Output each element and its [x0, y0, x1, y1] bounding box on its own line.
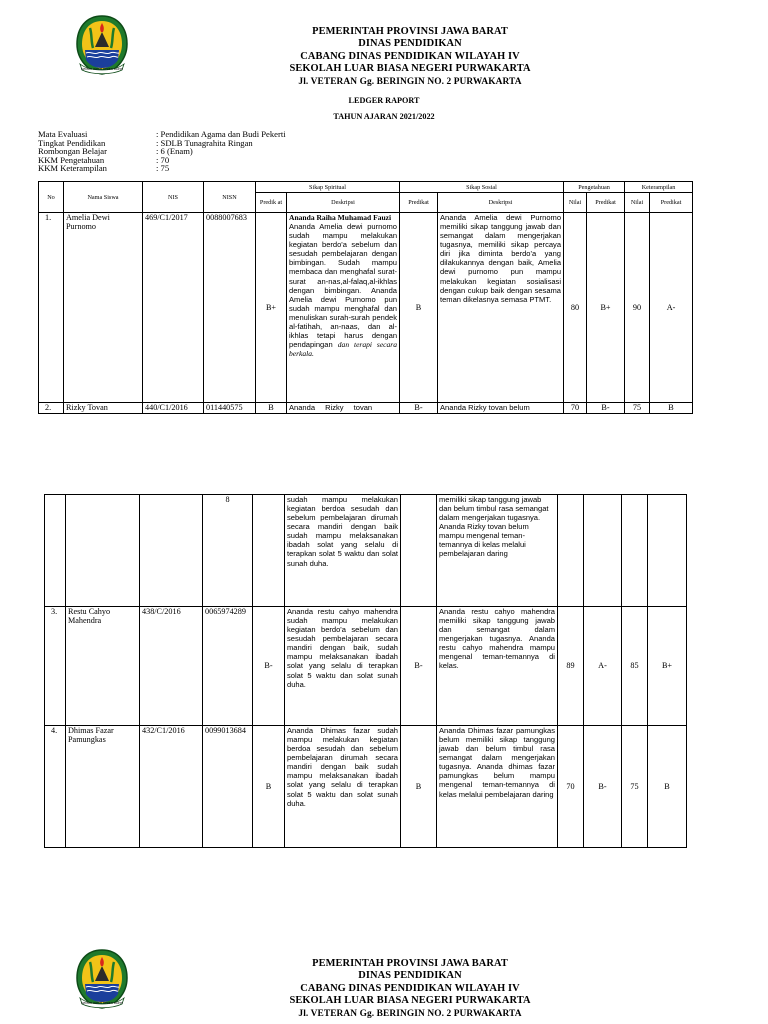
- letterhead-line-3: CABANG DINAS PENDIDIKAN WILAYAH IV: [300, 50, 520, 62]
- meta-value: : SDLB Tunagrahita Ringan: [156, 137, 253, 148]
- cell-k-nilai: 75: [625, 403, 650, 414]
- col-ss-deskripsi: Deskripsi: [438, 193, 564, 213]
- document-subtitle: TAHUN AJARAN 2021/2022: [333, 112, 435, 121]
- cell-nisn: 0065974289: [203, 607, 253, 726]
- letterhead-line-4: SEKOLAH LUAR BIASA NEGERI PURWAKARTA: [289, 63, 531, 75]
- letterhead-line-2: DINAS PENDIDIKAN: [358, 970, 462, 982]
- cell-nis: 469/C1/2017: [143, 213, 204, 403]
- cell-ss-predikat: B-: [400, 403, 438, 414]
- cell-sp-deskripsi: [287, 213, 400, 403]
- subject-meta: [38, 130, 286, 173]
- cell-p-nilai: 89: [558, 607, 584, 726]
- cell-ss-predikat: B-: [401, 607, 437, 726]
- cell-ss-deskripsi: Ananda Rizky tovan belum: [438, 403, 564, 414]
- col-nisn: NISN: [204, 182, 256, 213]
- table-row: [45, 726, 687, 848]
- letterhead-line-2: DINAS PENDIDIKAN: [358, 38, 462, 50]
- cell-nama: Dhimas Fazar Pamungkas: [66, 726, 140, 848]
- cell-k-nilai: 90: [625, 213, 650, 403]
- cell-sp-predikat: B+: [256, 213, 287, 403]
- cell-sp-predikat: B-: [253, 607, 285, 726]
- cell-sp-predikat: [253, 495, 285, 607]
- cell-nis: 432/C1/2016: [140, 726, 203, 848]
- cell-no: [45, 495, 66, 607]
- col-sp-predikat: Predik at: [256, 193, 287, 213]
- cell-p-predikat: B-: [587, 403, 625, 414]
- cell-nis: 440/C1/2016: [143, 403, 204, 414]
- table-row: [39, 403, 693, 414]
- col-nama-siswa: Nama Siswa: [64, 182, 143, 213]
- cell-ss-predikat: B: [400, 213, 438, 403]
- cell-nama: Rizky Tovan: [64, 403, 143, 414]
- cell-nis: [140, 495, 203, 607]
- cell-ss-deskripsi: Ananda Dhimas fazar pamungkas belum memiliki sikap tanggung jawab dan belum timbul rasa semangat dalam mengerjakan tugasnya. Ananda dhimas fazar pamungkas belum mampu mengenal teman-temannya di kelas melalui pembelajaran daring: [437, 726, 558, 848]
- meta-key: KKM Pengetahuan: [38, 154, 105, 165]
- sp-desc-body: Ananda Amelia dewi purnomo sudah mampu melakukan kegiatan berdo'a sebelum dan sesudah pembelajaran dengan bimbingan. Sudah mampu membaca dan menghafal surat-surat an-nas,al-falaq,al-ikhlas dengan bimbingan. Ananda Amelia dewi Purnomo pun sudah mampu menghafal dan menuliskan surah-surah pendek al-fatihah, an-naas, dan al-ikhlas tetapi harus dengan pendapingan: [289, 222, 398, 350]
- cell-p-nilai: 70: [564, 403, 587, 414]
- col-sikap-sosial: Sikap Sosial: [400, 182, 564, 193]
- cell-ss-predikat: [401, 495, 437, 607]
- ledger-table-page-1: [38, 181, 693, 414]
- table-row: [45, 495, 687, 607]
- meta-value: : 70: [156, 154, 170, 165]
- ledger-table-page-2: [44, 494, 687, 848]
- cell-no: 2.: [39, 403, 64, 414]
- cell-nisn: 011440575: [204, 403, 256, 414]
- cell-ss-predikat: B: [401, 726, 437, 848]
- cell-p-predikat: B+: [587, 213, 625, 403]
- col-sp-deskripsi: Deskripsi: [287, 193, 400, 213]
- meta-key: Tingkat Pendidikan: [38, 137, 106, 148]
- cell-nisn: 0099013684: [203, 726, 253, 848]
- letterhead-line-1: PEMERINTAH PROVINSI JAWA BARAT: [312, 26, 508, 37]
- cell-nama: Restu Cahyo Mahendra: [66, 607, 140, 726]
- letterhead-line-4: SEKOLAH LUAR BIASA NEGERI PURWAKARTA: [289, 995, 531, 1007]
- cell-no: 4.: [45, 726, 66, 848]
- letterhead-line-1: PEMERINTAH PROVINSI JAWA BARAT: [312, 958, 508, 969]
- cell-k-nilai: [622, 495, 648, 607]
- cell-sp-deskripsi: Ananda restu cahyo mahendra sudah mampu melakukan kegiatan berdo'a sebelum dan sesudah pembelajaran secara mandiri dengan baik, sudah mampu melaksanakan ibadah solat yang selalu di terapkan solat 5 waktu dan solat sunah duha.: [285, 607, 401, 726]
- table-row: [39, 213, 693, 403]
- logo-motto: GEMAH RIPAH REPEH RAPIH: [81, 67, 123, 72]
- cell-k-predikat: A-: [650, 213, 693, 403]
- cell-nis: 438/C/2016: [140, 607, 203, 726]
- cell-sp-deskripsi: Ananda Dhimas fazar sudah mampu melakukan kegiatan berdoa sesudah dan sebelum pembelajaran dirumah secara mandiri dengan baik sudah mampu melaksanakan ibadah solat yang selalu di terapkan solat 5 waktu dan solat sunah duha.: [285, 726, 401, 848]
- meta-value: : Pendidikan Agama dan Budi Pekerti: [156, 129, 286, 139]
- cell-sp-predikat: B: [253, 726, 285, 848]
- cell-p-predikat: B-: [584, 726, 622, 848]
- meta-key: KKM Keterampilan: [38, 163, 107, 174]
- west-java-emblem-logo: [74, 14, 130, 76]
- cell-nama: Amelia Dewi Purnomo: [64, 213, 143, 403]
- letterhead-line-3: CABANG DINAS PENDIDIKAN WILAYAH IV: [300, 982, 520, 994]
- cell-k-predikat: B: [650, 403, 693, 414]
- cell-nisn: 8: [203, 495, 253, 607]
- col-no: No: [39, 182, 64, 213]
- meta-row: [38, 164, 286, 173]
- document-title: LEDGER RAPORT: [348, 96, 420, 105]
- cell-p-nilai: 80: [564, 213, 587, 403]
- cell-nama: [66, 495, 140, 607]
- cell-sp-deskripsi: sudah mampu melakukan kegiatan berdoa sesudah dan sebelum pembelajaran dirumah secara mandiri dengan baik sudah mampu melaksanakan ibadah solat yang selalu di terapkan solat 5 waktu dan solat sunah duha.: [285, 495, 401, 607]
- meta-value: : 75: [156, 163, 170, 174]
- col-p-nilai: Nilai: [564, 193, 587, 213]
- table-header-row: [39, 182, 693, 193]
- cell-sp-deskripsi: Ananda Rizky tovan: [287, 403, 400, 414]
- cell-sp-predikat: B: [256, 403, 287, 414]
- logo-motto: GEMAH RIPAH REPEH RAPIH: [81, 1001, 123, 1006]
- table-row: [45, 607, 687, 726]
- col-nis: NIS: [143, 182, 204, 213]
- col-k-nilai: Nilai: [625, 193, 650, 213]
- meta-key: Rombongan Belajar: [38, 146, 107, 157]
- col-sikap-spiritual: Sikap Spiritual: [256, 182, 400, 193]
- col-keterampilan: Keterampilan: [625, 182, 693, 193]
- west-java-emblem-logo: [74, 948, 130, 1010]
- meta-value: : 6 (Enam): [156, 146, 193, 157]
- letterhead: [200, 26, 620, 88]
- cell-no: 3.: [45, 607, 66, 726]
- col-ss-predikat: Predikat: [400, 193, 438, 213]
- meta-key: Mata Evaluasi: [38, 129, 88, 139]
- cell-k-predikat: [648, 495, 687, 607]
- cell-k-predikat: B: [648, 726, 687, 848]
- letterhead-address: Jl. VETERAN Gg. BERINGIN NO. 2 PURWAKARTA: [298, 76, 522, 87]
- letterhead: [200, 958, 620, 1020]
- cell-ss-deskripsi: memiliki sikap tanggung jawab dan belum timbul rasa semangat dalam mengerjakan tugasnya. Ananda Rizky tovan belum mampu mengenal teman-temannya di kelas melalui pembelajaran daring: [437, 495, 558, 607]
- cell-no: 1.: [39, 213, 64, 403]
- cell-k-nilai: 85: [622, 607, 648, 726]
- col-pengetahuan: Pengetahuan: [564, 182, 625, 193]
- col-k-predikat: Predikat: [650, 193, 693, 213]
- cell-p-nilai: [558, 495, 584, 607]
- cell-k-predikat: B+: [648, 607, 687, 726]
- sp-desc-heading: Ananda Raiha Muhamad Fauzi: [289, 213, 392, 222]
- col-p-predikat: Predikat: [587, 193, 625, 213]
- cell-nisn: 0088007683: [204, 213, 256, 403]
- cell-p-predikat: [584, 495, 622, 607]
- sp-desc-italic: dan terapi secara berkala.: [289, 340, 398, 359]
- cell-ss-deskripsi: Ananda restu cahyo mahendra memiliki sikap tanggung jawab dan semangat dalam mengerjakan tugasnya. Ananda restu cahyo mahendra mampu mengenal teman-temannya di kelas.: [437, 607, 558, 726]
- cell-k-nilai: 75: [622, 726, 648, 848]
- cell-p-predikat: A-: [584, 607, 622, 726]
- letterhead-address: Jl. VETERAN Gg. BERINGIN NO. 2 PURWAKARTA: [298, 1008, 522, 1019]
- cell-ss-deskripsi: Ananda Amelia dewi Purnomo memiliki sikap tanggung jawab dan semangat dalam mengerjakan tugasnya, memiliki sikap percaya diri jika diminta berdo'a yang dilakukannya dengan baik, Amelia dewi purnomo pun mampu melakukan kegiatan sosialisasi dengan cukup baik dengan sesama teman dikelasnya semasa PTMT.: [438, 213, 564, 403]
- cell-p-nilai: 70: [558, 726, 584, 848]
